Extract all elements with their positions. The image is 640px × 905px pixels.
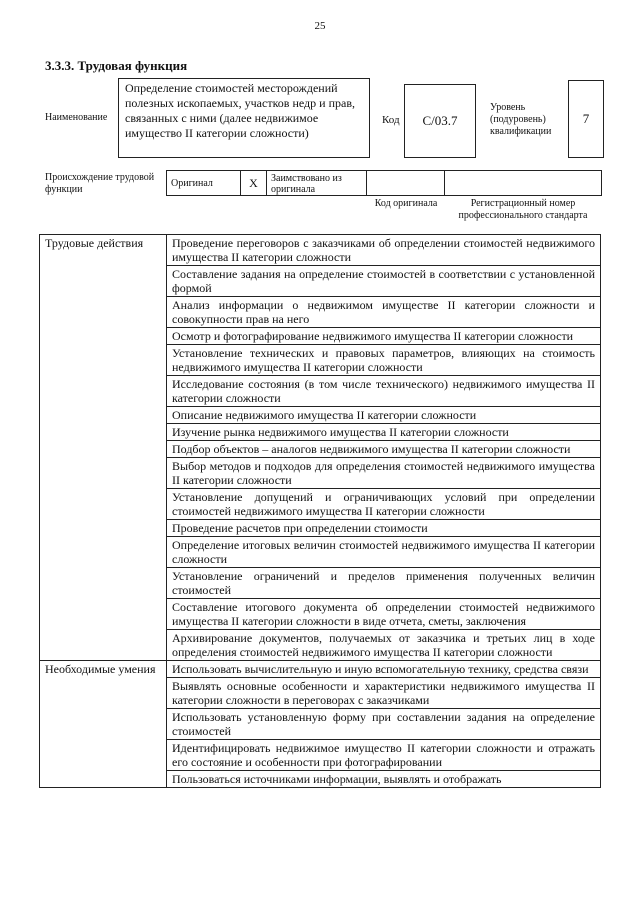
borrowed-label: Заимствовано из оригинала — [267, 171, 367, 195]
list-item: Исследование состояния (в том числе технического) недвижимого имущества II категории сложности — [167, 376, 601, 407]
list-item: Осмотр и фотографирование недвижимого имущества II категории сложности — [167, 328, 601, 345]
origin-row — [166, 170, 602, 196]
list-item: Проведение переговоров с заказчиками об определении стоимостей недвижимого имущества II категории сложности — [167, 235, 601, 266]
code-original-label: Код оригинала — [374, 198, 438, 209]
table-row — [40, 235, 601, 266]
list-item: Установление допущений и ограничивающих условий при определении стоимостей недвижимого имущества II категории сложности — [167, 489, 601, 520]
list-item: Использовать вычислительную и иную вспомогательную технику, средства связи — [167, 661, 601, 678]
section-title: 3.3.3. Трудовая функция — [45, 58, 188, 73]
list-item: Изучение рынка недвижимого имущества II категории сложности — [167, 424, 601, 441]
list-item: Анализ информации о недвижимом имуществе II категории сложности и совокупности прав на него — [167, 297, 601, 328]
list-item: Идентифицировать недвижимое имущество II категории сложности и отражать его состояние и особенности при фотографировании — [167, 740, 601, 771]
list-item: Выбор методов и подходов для определения стоимостей недвижимого имущества II категории сложности — [167, 458, 601, 489]
group-title: Трудовые действия — [40, 235, 167, 661]
origin-label: Происхождение трудовой функции — [45, 172, 155, 195]
list-item: Установление ограничений и пределов применения полученных величин стоимостей — [167, 568, 601, 599]
list-item: Использовать установленную форму при составлении задания на определение стоимостей — [167, 709, 601, 740]
reg-number-label: Регистрационный номер профессионального стандарта — [458, 198, 588, 221]
function-details-table — [39, 234, 601, 788]
list-item: Установление технических и правовых параметров, влияющих на стоимость недвижимого имущества II категории сложности — [167, 345, 601, 376]
list-item: Пользоваться источниками информации, выявлять и отображать — [167, 771, 601, 788]
code-original-cell — [367, 171, 445, 195]
table-row — [40, 661, 601, 678]
reg-number-cell — [445, 171, 601, 195]
code-label: Код — [382, 114, 400, 126]
original-label: Оригинал — [167, 171, 241, 195]
function-name-box: Определение стоимостей месторождений полезных ископаемых, участков недр и прав, связанных с ними (далее недвижимое имущество II категории сложности) — [118, 78, 370, 158]
code-value-box: C/03.7 — [404, 84, 476, 158]
name-label: Наименование — [45, 112, 108, 123]
list-item: Проведение расчетов при определении стоимости — [167, 520, 601, 537]
list-item: Архивирование документов, получаемых от заказчика и третьих лиц в ходе определения стоимостей недвижимого имущества II категории сложности — [167, 630, 601, 661]
group-title: Необходимые умения — [40, 661, 167, 788]
list-item: Определение итоговых величин стоимостей недвижимого имущества II категории сложности — [167, 537, 601, 568]
list-item: Составление задания на определение стоимостей в соответствии с установленной формой — [167, 266, 601, 297]
list-item: Подбор объектов – аналогов недвижимого имущества II категории сложности — [167, 441, 601, 458]
list-item: Составление итогового документа об определении стоимостей недвижимого имущества II категории сложности в виде отчета, сметы, заключения — [167, 599, 601, 630]
page-number: 25 — [314, 20, 326, 32]
level-value-box: 7 — [568, 80, 604, 158]
level-label: Уровень (подуровень) квалификации — [490, 102, 552, 137]
list-item: Описание недвижимого имущества II категории сложности — [167, 407, 601, 424]
list-item: Выявлять основные особенности и характеристики недвижимого имущества II категории сложности в переговорах с заказчиками — [167, 678, 601, 709]
original-mark: X — [241, 171, 267, 195]
